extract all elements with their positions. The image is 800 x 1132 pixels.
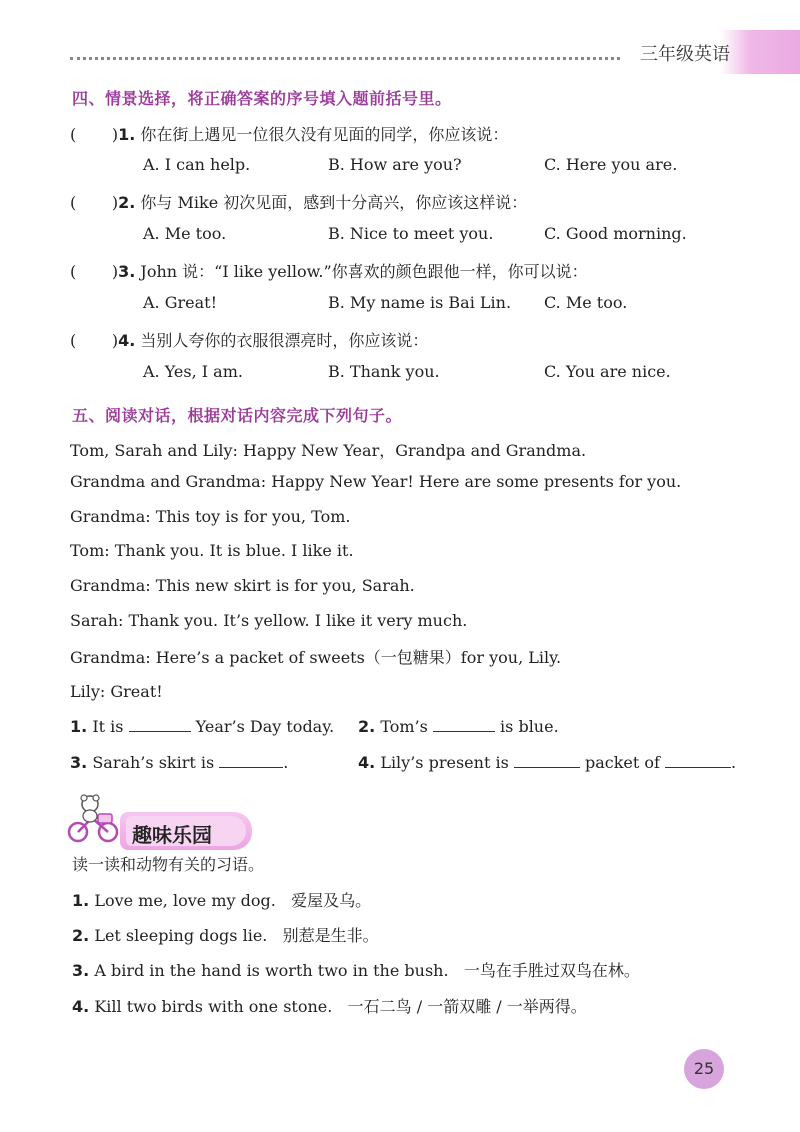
idiom-number: 4. xyxy=(72,997,90,1016)
question-number: 1. xyxy=(118,125,136,144)
option-b: B. Thank you. xyxy=(328,362,440,381)
answer-blank[interactable] xyxy=(219,766,283,768)
fill-text: is blue. xyxy=(500,717,559,736)
answer-blank[interactable] xyxy=(433,730,495,732)
option-b: B. My name is Bai Lin. xyxy=(328,293,512,312)
question-2 xyxy=(70,190,527,213)
dialog-line: Tom: Thank you. It is blue. I like it. xyxy=(70,541,354,560)
fill-sentence-1 xyxy=(70,717,334,736)
idiom-english: A bird in the hand is worth two in the bush. xyxy=(94,961,449,980)
dialog-line: Grandma and Grandma: Happy New Year! Here are some presents for you. xyxy=(70,472,682,491)
question-1 xyxy=(70,122,508,145)
question-text: 你在街上遇见一位很久没有见面的同学，你应该说： xyxy=(140,125,509,144)
question-number: 3. xyxy=(118,262,136,281)
fun-corner-title: 趣味乐园 xyxy=(132,823,212,847)
idiom-3 xyxy=(72,958,640,981)
option-c: C. Good morning. xyxy=(544,224,687,243)
book-title: 三年级英语 xyxy=(640,44,730,65)
idiom-number: 3. xyxy=(72,961,90,980)
option-a: A. Me too. xyxy=(143,224,227,243)
fill-text: Lily’s present is xyxy=(380,753,509,772)
idiom-chinese: 别惹是生非。 xyxy=(282,926,379,945)
idiom-chinese: 爱屋及乌。 xyxy=(291,891,372,910)
answer-blank[interactable] xyxy=(129,730,191,732)
question-4 xyxy=(70,328,428,351)
fill-text: packet of xyxy=(584,753,660,772)
option-b: B. How are you? xyxy=(328,155,462,174)
answer-bracket[interactable]: ( ) xyxy=(70,262,119,281)
fill-sentence-2 xyxy=(358,717,559,736)
idiom-4 xyxy=(72,994,587,1017)
fill-number: 2. xyxy=(358,717,376,736)
question-text: 当别人夸你的衣服很漂亮时，你应该说： xyxy=(140,331,429,350)
fun-intro: 读一读和动物有关的习语。 xyxy=(72,855,265,874)
question-number: 4. xyxy=(118,331,136,350)
fill-number: 3. xyxy=(70,753,88,772)
idiom-number: 2. xyxy=(72,926,90,945)
option-b: B. Nice to meet you. xyxy=(328,224,494,243)
answer-bracket[interactable]: ( ) xyxy=(70,331,119,350)
fill-number: 1. xyxy=(70,717,88,736)
option-a: A. I can help. xyxy=(143,155,251,174)
idiom-english: Let sleeping dogs lie. xyxy=(94,926,268,945)
idiom-number: 1. xyxy=(72,891,90,910)
fill-text: . xyxy=(731,753,737,772)
idiom-chinese: 一鸟在手胜过双鸟在林。 xyxy=(463,961,640,980)
question-number: 2. xyxy=(118,193,136,212)
option-c: C. Here you are. xyxy=(544,155,678,174)
fill-text: It is xyxy=(92,717,124,736)
idiom-chinese: 一石二鸟 / 一箭双雕 / 一举两得。 xyxy=(347,997,587,1016)
answer-bracket[interactable]: ( ) xyxy=(70,193,119,212)
question-text: 你与 Mike 初次见面，感到十分高兴，你应该这样说： xyxy=(140,193,528,212)
fill-sentence-4 xyxy=(358,753,736,772)
fill-text: Year’s Day today. xyxy=(195,717,335,736)
answer-bracket[interactable]: ( ) xyxy=(70,125,119,144)
question-3 xyxy=(70,259,588,282)
idiom-english: Kill two birds with one stone. xyxy=(94,997,333,1016)
fill-text: Tom’s xyxy=(380,717,428,736)
idiom-1 xyxy=(72,888,371,911)
section5-heading: 五、阅读对话，根据对话内容完成下列句子。 xyxy=(72,406,403,425)
dialog-line: Grandma: Here’s a packet of sweets（一包糖果）for you, Lily. xyxy=(70,648,562,667)
answer-blank[interactable] xyxy=(514,766,580,768)
idiom-2 xyxy=(72,923,379,946)
idiom-english: Love me, love my dog. xyxy=(94,891,276,910)
option-a: A. Yes, I am. xyxy=(143,362,243,381)
option-c: C. Me too. xyxy=(544,293,628,312)
dialog-line: Sarah: Thank you. It’s yellow. I like it very much. xyxy=(70,611,468,630)
fill-text: . xyxy=(283,753,289,772)
dialog-line: Grandma: This toy is for you, Tom. xyxy=(70,507,351,526)
fill-text: Sarah’s skirt is xyxy=(92,753,215,772)
answer-blank[interactable] xyxy=(665,766,731,768)
dialog-line: Grandma: This new skirt is for you, Sarah. xyxy=(70,576,415,595)
page-number: 25 xyxy=(684,1049,724,1089)
header-dotted-rule xyxy=(70,57,620,60)
option-c: C. You are nice. xyxy=(544,362,671,381)
fill-sentence-3 xyxy=(70,753,288,772)
fill-number: 4. xyxy=(358,753,376,772)
dialog-line: Lily: Great! xyxy=(70,682,163,701)
dialog-line: Tom, Sarah and Lily: Happy New Year，Grandpa and Grandma. xyxy=(70,441,587,460)
option-a: A. Great! xyxy=(143,293,218,312)
bear-on-bicycle-icon xyxy=(64,794,124,844)
question-text: John 说：“I like yellow.”你喜欢的颜色跟他一样，你可以说： xyxy=(140,262,588,281)
section4-heading: 四、情景选择，将正确答案的序号填入题前括号里。 xyxy=(72,89,452,108)
